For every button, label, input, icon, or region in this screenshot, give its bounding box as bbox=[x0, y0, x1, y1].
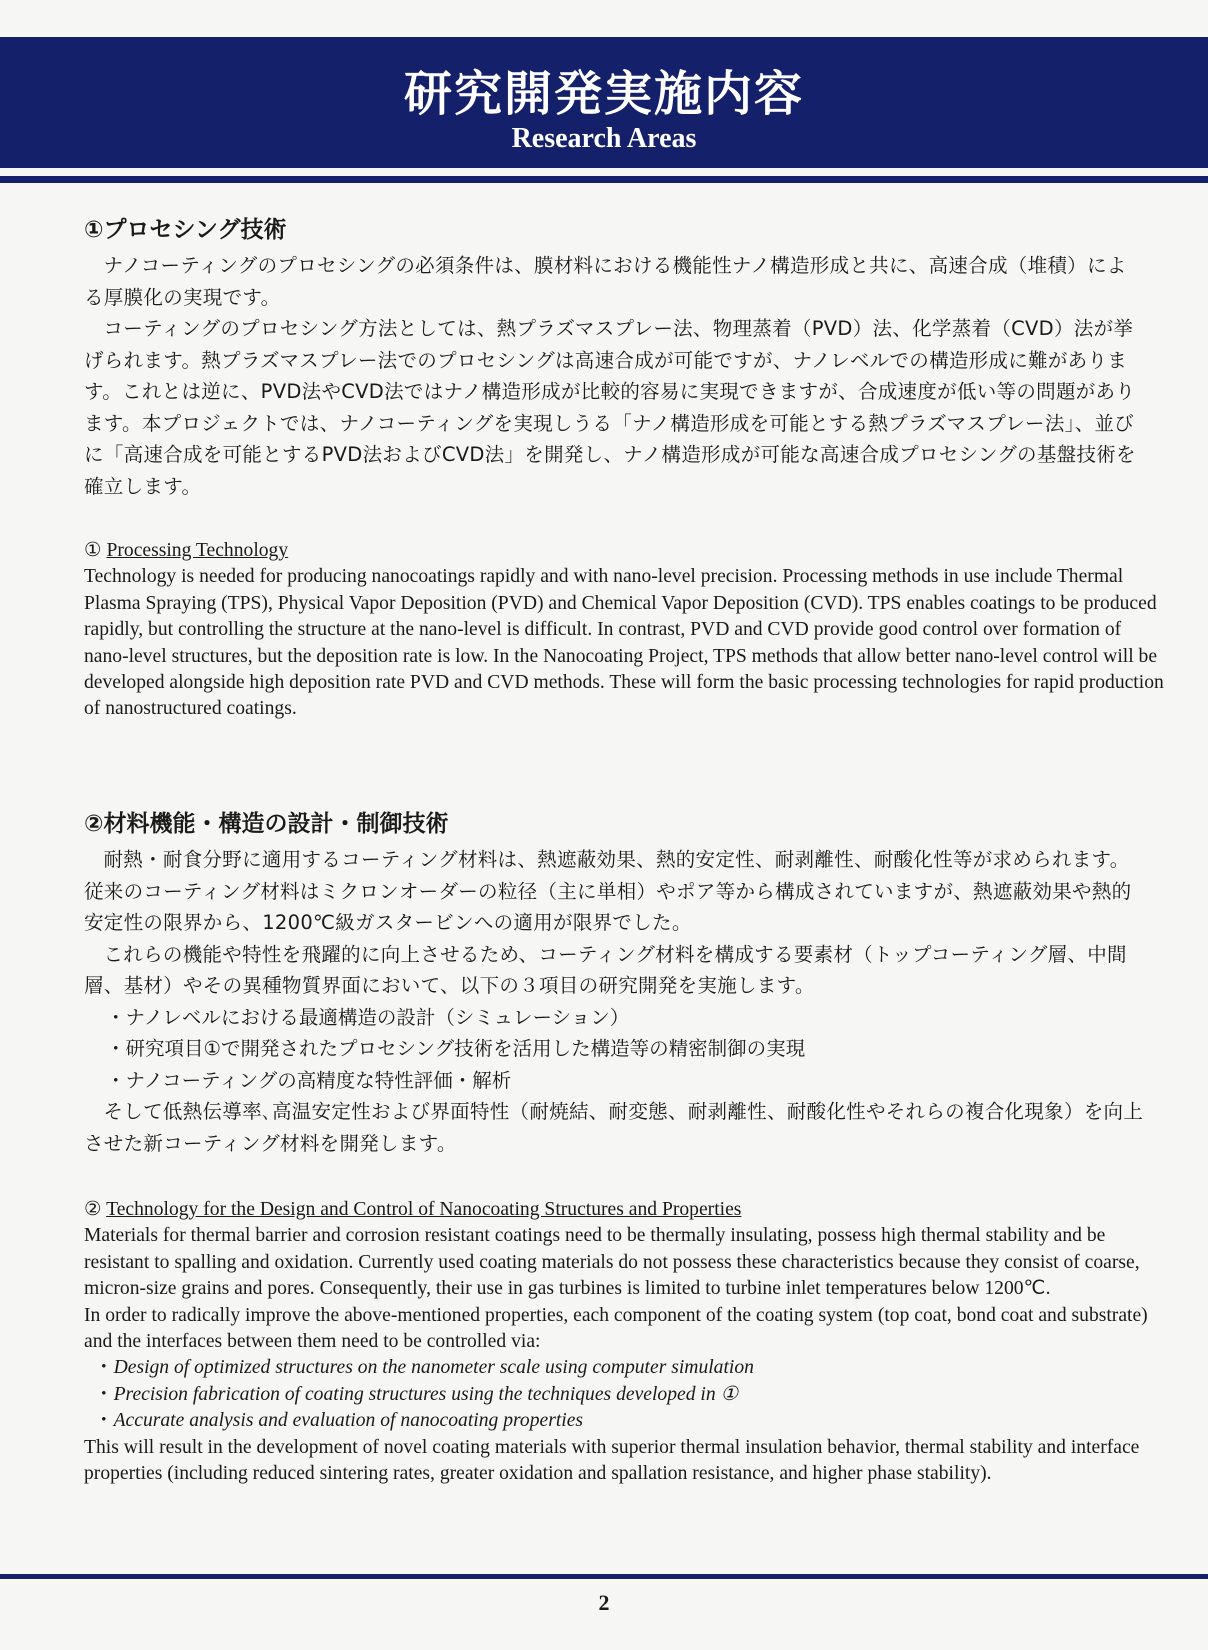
section2-ja-bullet: ・ ナノコーティングの高精度な特性評価・解析 bbox=[84, 1065, 1144, 1097]
section2-heading-ja: ②材料機能・構造の設計・制御技術 bbox=[84, 811, 449, 837]
section2-en-bullet: ・ Design of optimized structures on the nanometer scale using computer simulation bbox=[84, 1355, 1164, 1381]
section1-ja-paragraph: ナノコーティングのプロセシングの必須条件は、膜材料における機能性ナノ構造形成と共に、高速合成（堆積）による厚膜化の実現です。 bbox=[84, 254, 1127, 309]
section2-title-en: Technology for the Design and Control of Nanocoating Structures and Properties bbox=[106, 1199, 742, 1220]
section2-en-paragraph: Materials for thermal barrier and corrosion resistant coatings need to be thermally insulating, possess high thermal stability and be resistant to spalling and oxidation. Currently used coating materials do not possess these characteristics because they consist of coarse, micron-size grains and pores. Consequently, their use in gas turbines is limited to turbine inlet temperatures below 1200℃. bbox=[84, 1225, 1140, 1300]
section2-en-bullet: ・ Precision fabrication of coating structures using the techniques developed in ① bbox=[84, 1382, 1164, 1408]
footer-divider bbox=[0, 1574, 1208, 1579]
page-title-english: Research Areas bbox=[511, 123, 697, 154]
section1-english bbox=[84, 538, 1164, 723]
section2-ja-paragraph: これらの機能や特性を飛躍的に向上させるため、コーティング材料を構成する要素材（トップコーティング層、中間層、基材）やその異種物質界面において、以下の３項目の研究開発を実施します。 bbox=[84, 942, 1127, 997]
section2-en-paragraph: This will result in the development of novel coating materials with superior thermal insulation behavior, thermal stability and interface properties (including reduced sintering rates, greater oxidation and spallation resistance, and higher phase stability). bbox=[84, 1436, 1140, 1485]
section2-japanese bbox=[84, 808, 1144, 1159]
section2-en-bullet: ・ Accurate analysis and evaluation of nanocoating properties bbox=[84, 1408, 1164, 1434]
section2-en-bullet-list bbox=[84, 1355, 1164, 1434]
section1-ja-paragraph: コーティングのプロセシング方法としては、熱プラズマスプレー法、物理蒸着（PVD）法、化学蒸着（CVD）法が挙げられます。熱プラズマスプレー法でのプロセシングは高速合成が可能ですが、ナノレベルでの構造形成に難があります。これとは逆に、PVD法やCVD法ではナノ構造形成が比較的容易に実現できますが、合成速度が低い等の問題があります。本プロジェクトでは、ナノコーティングを実現しうる「ナノ構造形成を可能とする熱プラズマスプレー法」、並びに「高速合成を可能とするPVD法およびCVD法」を開発し、ナノ構造形成が可能な高速合成プロセシングの基盤技術を確立します。 bbox=[84, 317, 1136, 498]
section2-ja-bullet-list bbox=[84, 1002, 1144, 1097]
page-number: 2 bbox=[598, 1590, 610, 1615]
section1-title-en: Processing Technology bbox=[106, 540, 289, 561]
section1-en-paragraph: Technology is needed for producing nanocoatings rapidly and with nano-level precision. Processing methods in use include Thermal Plasma Spraying (TPS), Physical Vapor Deposition (PVD) and Chemical Vapor Deposition (CVD). TPS enables coatings to be produced rapidly, but controlling the structure at the nano-level is difficult. In contrast, PVD and CVD provide good control over formation of nano-level structures, but the deposition rate is low. In the Nanocoating Project, TPS methods that allow better nano-level control will be developed alongside high deposition rate PVD and CVD methods. These will form the basic processing technologies for rapid production of nanostructured coatings. bbox=[84, 566, 1164, 720]
section2-heading-en bbox=[84, 1197, 1164, 1223]
section2-number: ② bbox=[84, 1199, 102, 1220]
section1-number: ① bbox=[84, 540, 102, 561]
header-divider bbox=[0, 176, 1208, 183]
section2-ja-bullet: ・ ナノレベルにおける最適構造の設計（シミュレーション） bbox=[84, 1002, 1144, 1034]
section2-ja-paragraph: 耐熱・耐食分野に適用するコーティング材料は、熱遮蔽効果、熱的安定性、耐剥離性、耐酸化性等が求められます。従来のコーティング材料はミクロンオーダーの粒径（主に単相）やポア等から構成されていますが、熱遮蔽効果や熱的安定性の限界から、1200℃級ガスタービンへの適用が限界でした。 bbox=[84, 848, 1132, 934]
section2-ja-bullet: ・ 研究項目①で開発されたプロセシング技術を活用した構造等の精密制御の実現 bbox=[84, 1033, 1144, 1065]
section2-ja-closing: そして低熱伝導率､高温安定性および界面特性（耐焼結、耐変態、耐剥離性、耐酸化性やそれらの複合化現象）を向上させた新コーティング材料を開発します。 bbox=[84, 1100, 1144, 1155]
section2-en-paragraph: In order to radically improve the above-mentioned properties, each component of the coating system (top coat, bond coat and substrate) and the interfaces between them need to be controlled via: bbox=[84, 1304, 1148, 1353]
section1-japanese bbox=[84, 214, 1144, 502]
section2-english bbox=[84, 1197, 1164, 1487]
section1-heading-ja: ①プロセシング技術 bbox=[84, 217, 287, 243]
section1-heading-en bbox=[84, 538, 1164, 564]
page-header-banner bbox=[0, 37, 1208, 168]
page-title-japanese: 研究開発実施内容 bbox=[403, 66, 804, 122]
